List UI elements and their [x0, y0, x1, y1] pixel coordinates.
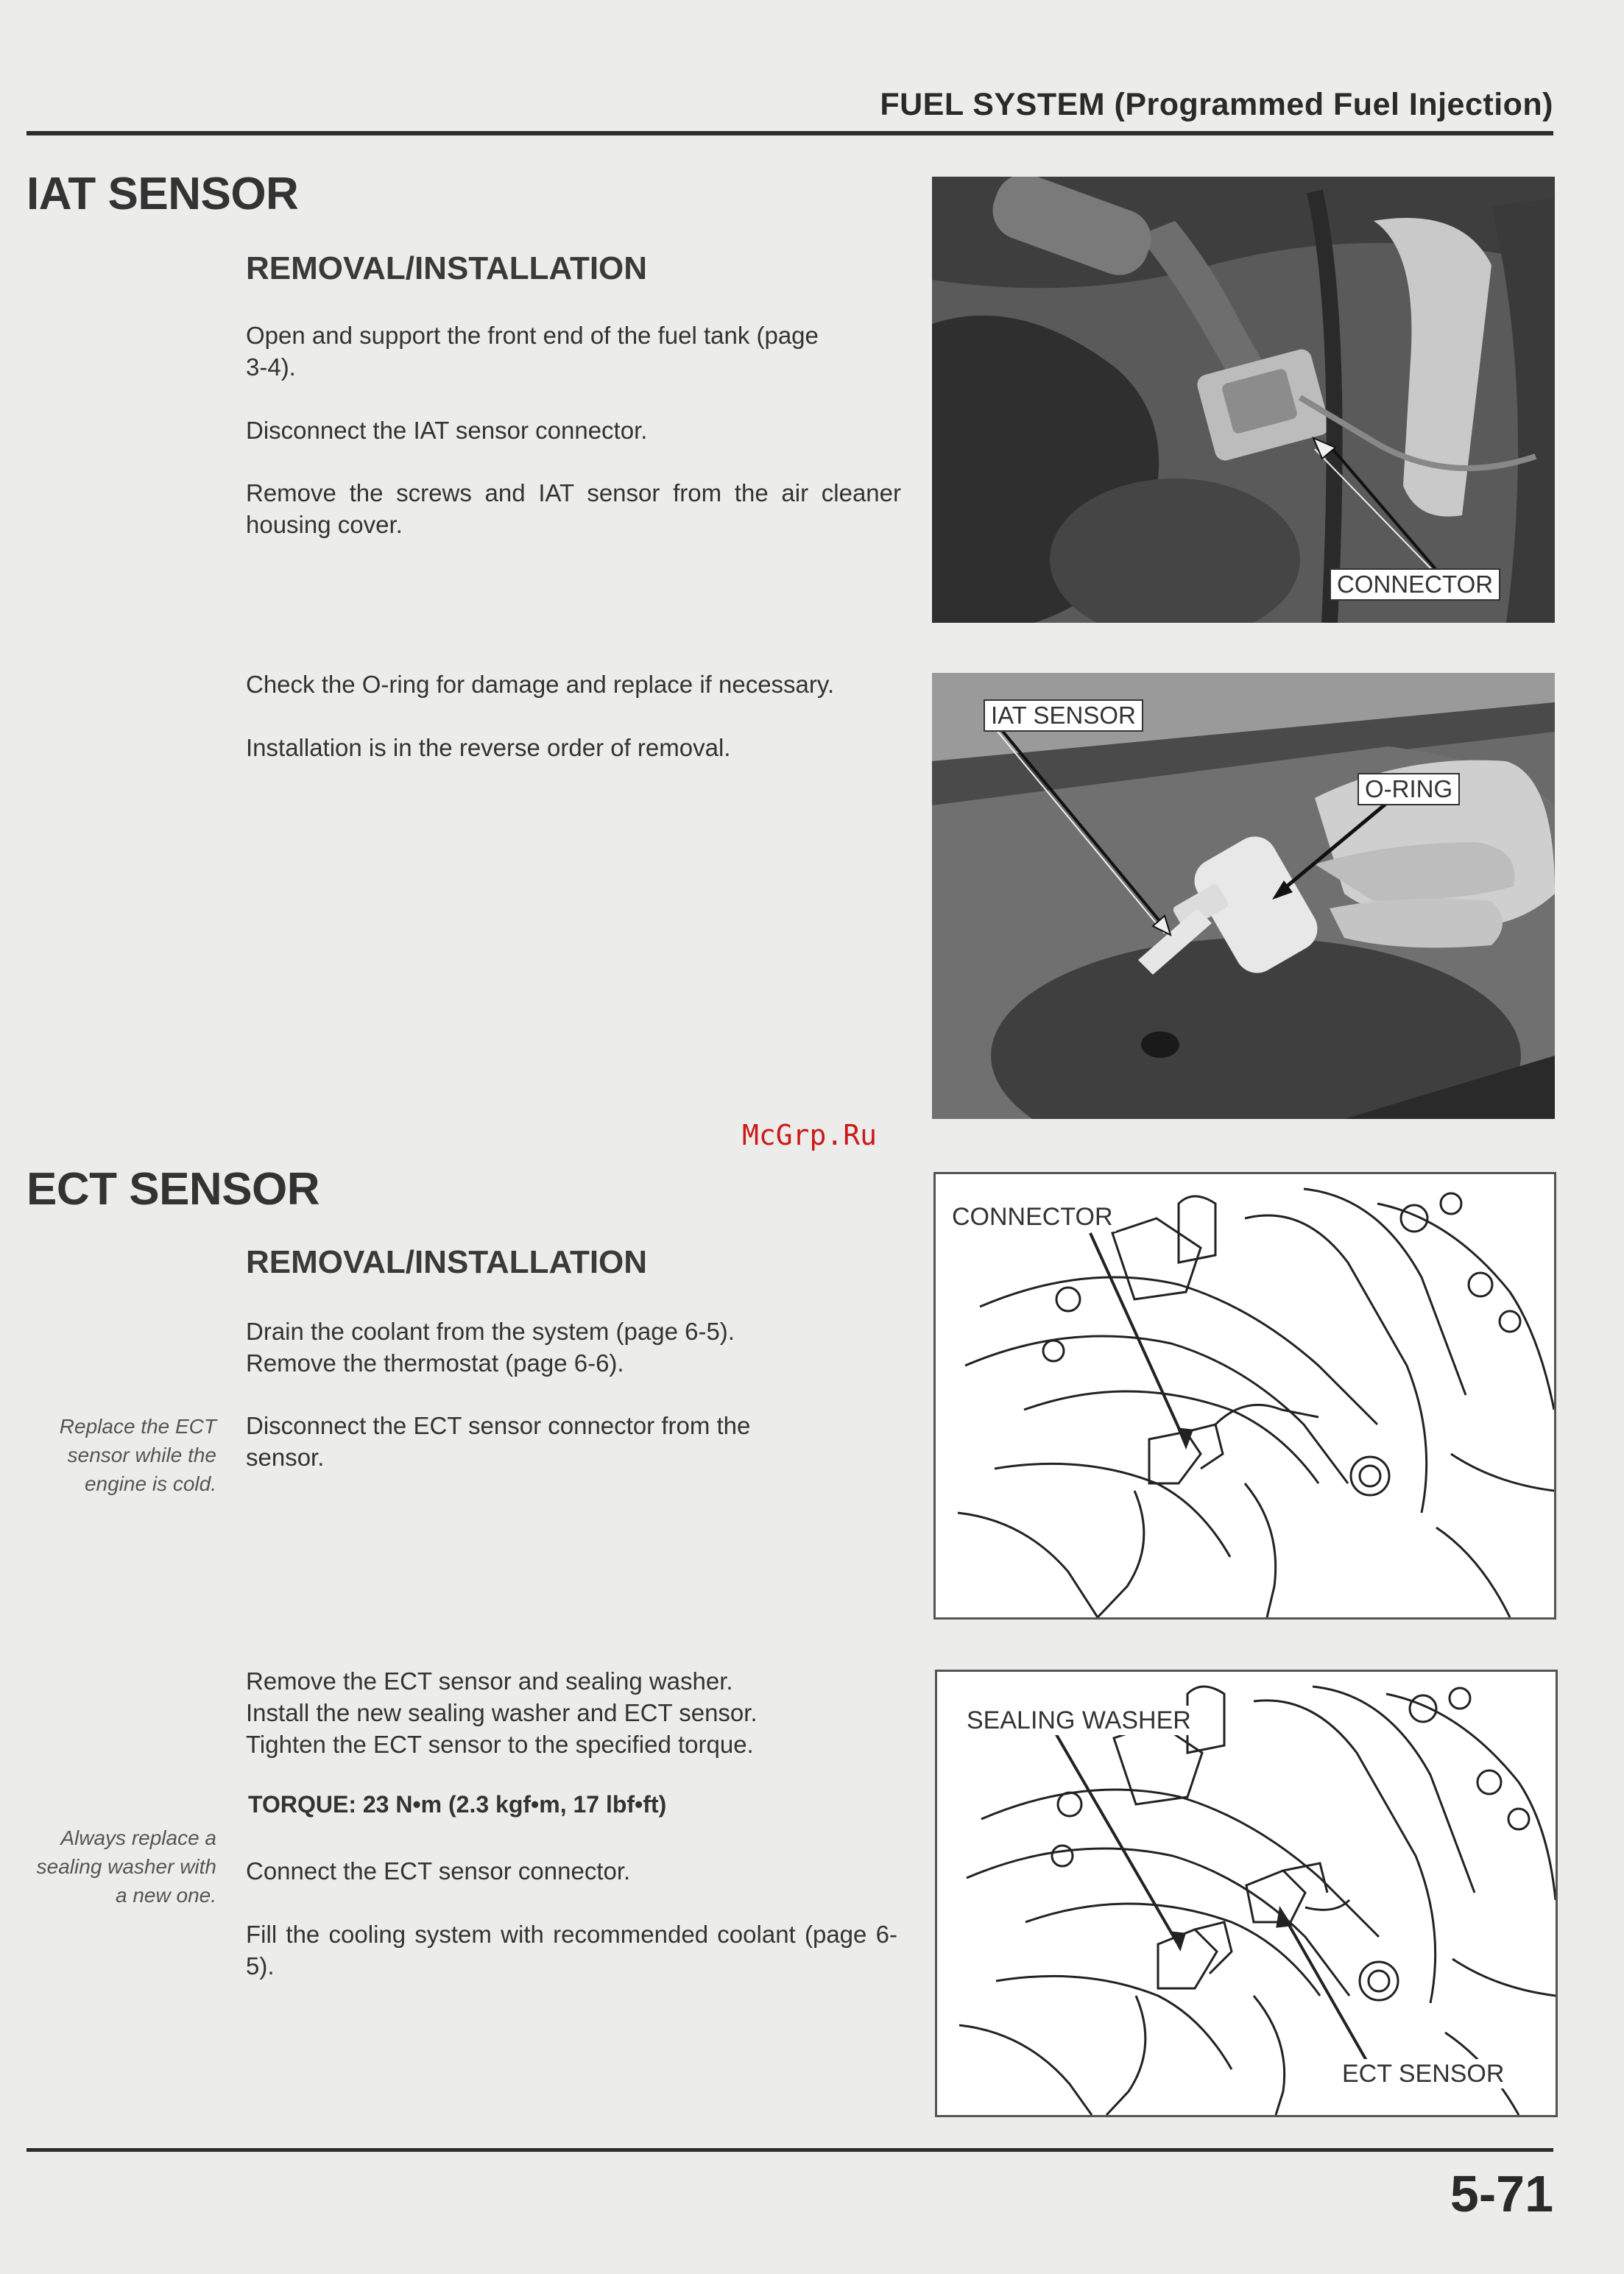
iat-step-open-tank: Open and support the front end of the fuel tank (page 3-4). [246, 322, 819, 381]
ect-connector-figure [933, 1172, 1556, 1620]
ect-note-cold-engine: Replace the ECT sensor while the engine is cold. [59, 1415, 216, 1495]
footer-rule [27, 2148, 1553, 2152]
fig3-connector-label: CONNECTOR [949, 1202, 1116, 1232]
iat-connector-photo [932, 177, 1555, 623]
photo2-iat-sensor-label: IAT SENSOR [984, 699, 1143, 732]
iat-step-disconnect: Disconnect the IAT sensor connector. [246, 417, 648, 444]
ect-step-remove-line1: Remove the ECT sensor and sealing washer. [246, 1667, 733, 1695]
iat-section-title: IAT SENSOR [27, 169, 299, 219]
ect-step-disconnect: Disconnect the ECT sensor connector from the sensor. [246, 1412, 751, 1471]
ect-sensor-figure [935, 1670, 1558, 2117]
ect-step-drain-line2: Remove the thermostat (page 6-6). [246, 1349, 624, 1377]
photo1-connector-label: CONNECTOR [1330, 568, 1500, 601]
chapter-header: FUEL SYSTEM (Programmed Fuel Injection) [880, 87, 1553, 122]
fig4-ect-sensor-label: ECT SENSOR [1339, 2059, 1507, 2088]
ect-step-drain-line1: Drain the coolant from the system (page 6-5). [246, 1318, 735, 1345]
header-rule [27, 131, 1553, 135]
ect-step-connect: Connect the ECT sensor connector. [246, 1857, 631, 1885]
fig4-sealing-washer-label: SEALING WASHER [964, 1706, 1194, 1735]
iat-sensor-photo [932, 673, 1555, 1119]
iat-step-check-oring: Check the O-ring for damage and replace if necessary. [246, 671, 835, 698]
iat-step-remove: Remove the screws and IAT sensor from the air cleaner housing cover. [246, 479, 901, 538]
ect-torque-spec: TORQUE: 23 N•m (2.3 kgf•m, 17 lbf•ft) [248, 1791, 667, 1818]
ect-step-remove-line3: Tighten the ECT sensor to the specified torque. [246, 1731, 754, 1758]
watermark: McGrp.Ru [742, 1119, 878, 1151]
ect-step-drain [246, 1316, 901, 1379]
photo2-oring-label: O-RING [1358, 773, 1460, 805]
ect-section-title: ECT SENSOR [27, 1164, 320, 1215]
ect-step-fill-coolant: Fill the cooling system with recommended coolant (page 6-5). [246, 1921, 897, 1980]
page-number: 5-71 [1450, 2165, 1553, 2222]
iat-step-install: Installation is in the reverse order of removal. [246, 734, 731, 761]
ect-step-remove-install [246, 1665, 901, 1760]
ect-step-remove-line2: Install the new sealing washer and ECT sensor. [246, 1699, 758, 1726]
iat-subtitle: REMOVAL/INSTALLATION [246, 250, 648, 286]
ect-subtitle: REMOVAL/INSTALLATION [246, 1244, 648, 1280]
ect-note-sealing-washer: Always replace a sealing washer with a new one. [36, 1826, 216, 1907]
